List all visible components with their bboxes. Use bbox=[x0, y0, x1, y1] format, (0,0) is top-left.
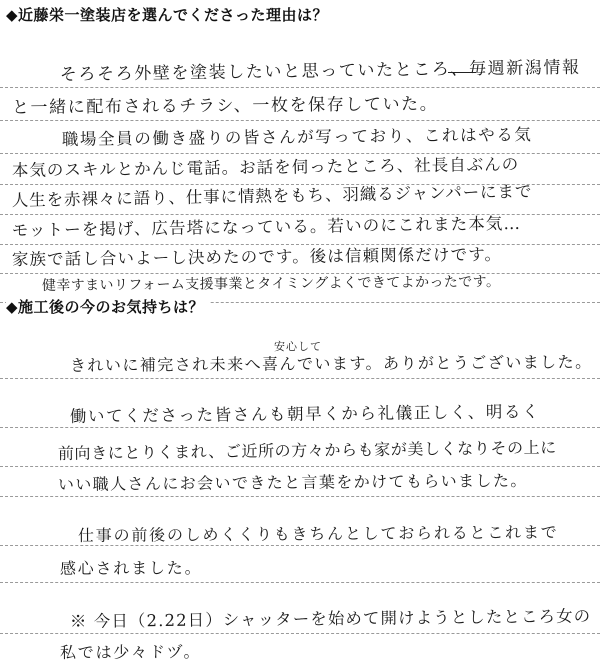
handwritten-line: 本気のスキルとかんじ電話。お話を伺ったところ、社長自ぶんの bbox=[11, 154, 520, 181]
handwritten-line: 職場全員の働き盛りの皆さんが写っており、これはやる気 bbox=[61, 125, 533, 150]
handwritten-line: 前向きにとりくまれ、ご近所の方々からも家が美しくなりその上に bbox=[57, 437, 557, 464]
ruled-line bbox=[0, 633, 600, 634]
handwritten-line: 人生を赤裸々に語り、仕事に情熱をもち、羽織るジャンパーにまで bbox=[11, 181, 533, 211]
ruled-line bbox=[0, 427, 600, 428]
ruled-line bbox=[0, 378, 600, 379]
handwritten-line: きれいに補完され未来へ喜んでいます。ありがとうございました。 bbox=[69, 352, 593, 376]
handwritten-insertion: 安心して bbox=[274, 340, 322, 353]
handwritten-line: 家族で話し合いよーし決めたのです。後は信頼関係だけです。 bbox=[11, 244, 503, 270]
handwritten-line: そろそろ外壁を塗装したいと思っていたところ、毎週新潟情報 bbox=[59, 57, 581, 85]
handwritten-line: と一緒に配布されるチラシ、一枚を保存していた。 bbox=[11, 94, 439, 118]
handwritten-line: 感心されました。 bbox=[59, 558, 203, 578]
question-heading-reason: ◆近藤栄一塗装店を選んでくださった理由は？ bbox=[6, 4, 334, 25]
ruled-line bbox=[0, 582, 600, 583]
strike-through-mark bbox=[448, 72, 476, 73]
handwritten-line: 健幸すまいリフォーム支援事業とタイミングよくできてよかったです。 bbox=[41, 274, 501, 295]
ruled-line bbox=[0, 466, 600, 467]
handwritten-line: いい職人さんにお会いできたと言葉をかけてもらいました。 bbox=[57, 470, 528, 495]
ruled-line bbox=[0, 496, 600, 497]
question-heading-feelings: ◆施工後の今のお気持ちは？ bbox=[6, 296, 210, 317]
ruled-line bbox=[0, 87, 600, 88]
handwritten-line: 働いてくださった皆さんも朝早くから礼儀正しく、明るく bbox=[69, 402, 541, 427]
handwritten-line: モットーを掲げ、広告塔になっている。若いのにこれまた本気… bbox=[11, 213, 522, 241]
handwritten-line: 仕事の前後のしめくくりもきちんとしておられるとこれまで bbox=[77, 522, 559, 545]
handwritten-line: ※ 今日（2.22日）シャッターを始めて開けようとしたところ女の bbox=[69, 606, 592, 632]
handwritten-line: 私では少々ドヅ。 bbox=[59, 642, 202, 662]
